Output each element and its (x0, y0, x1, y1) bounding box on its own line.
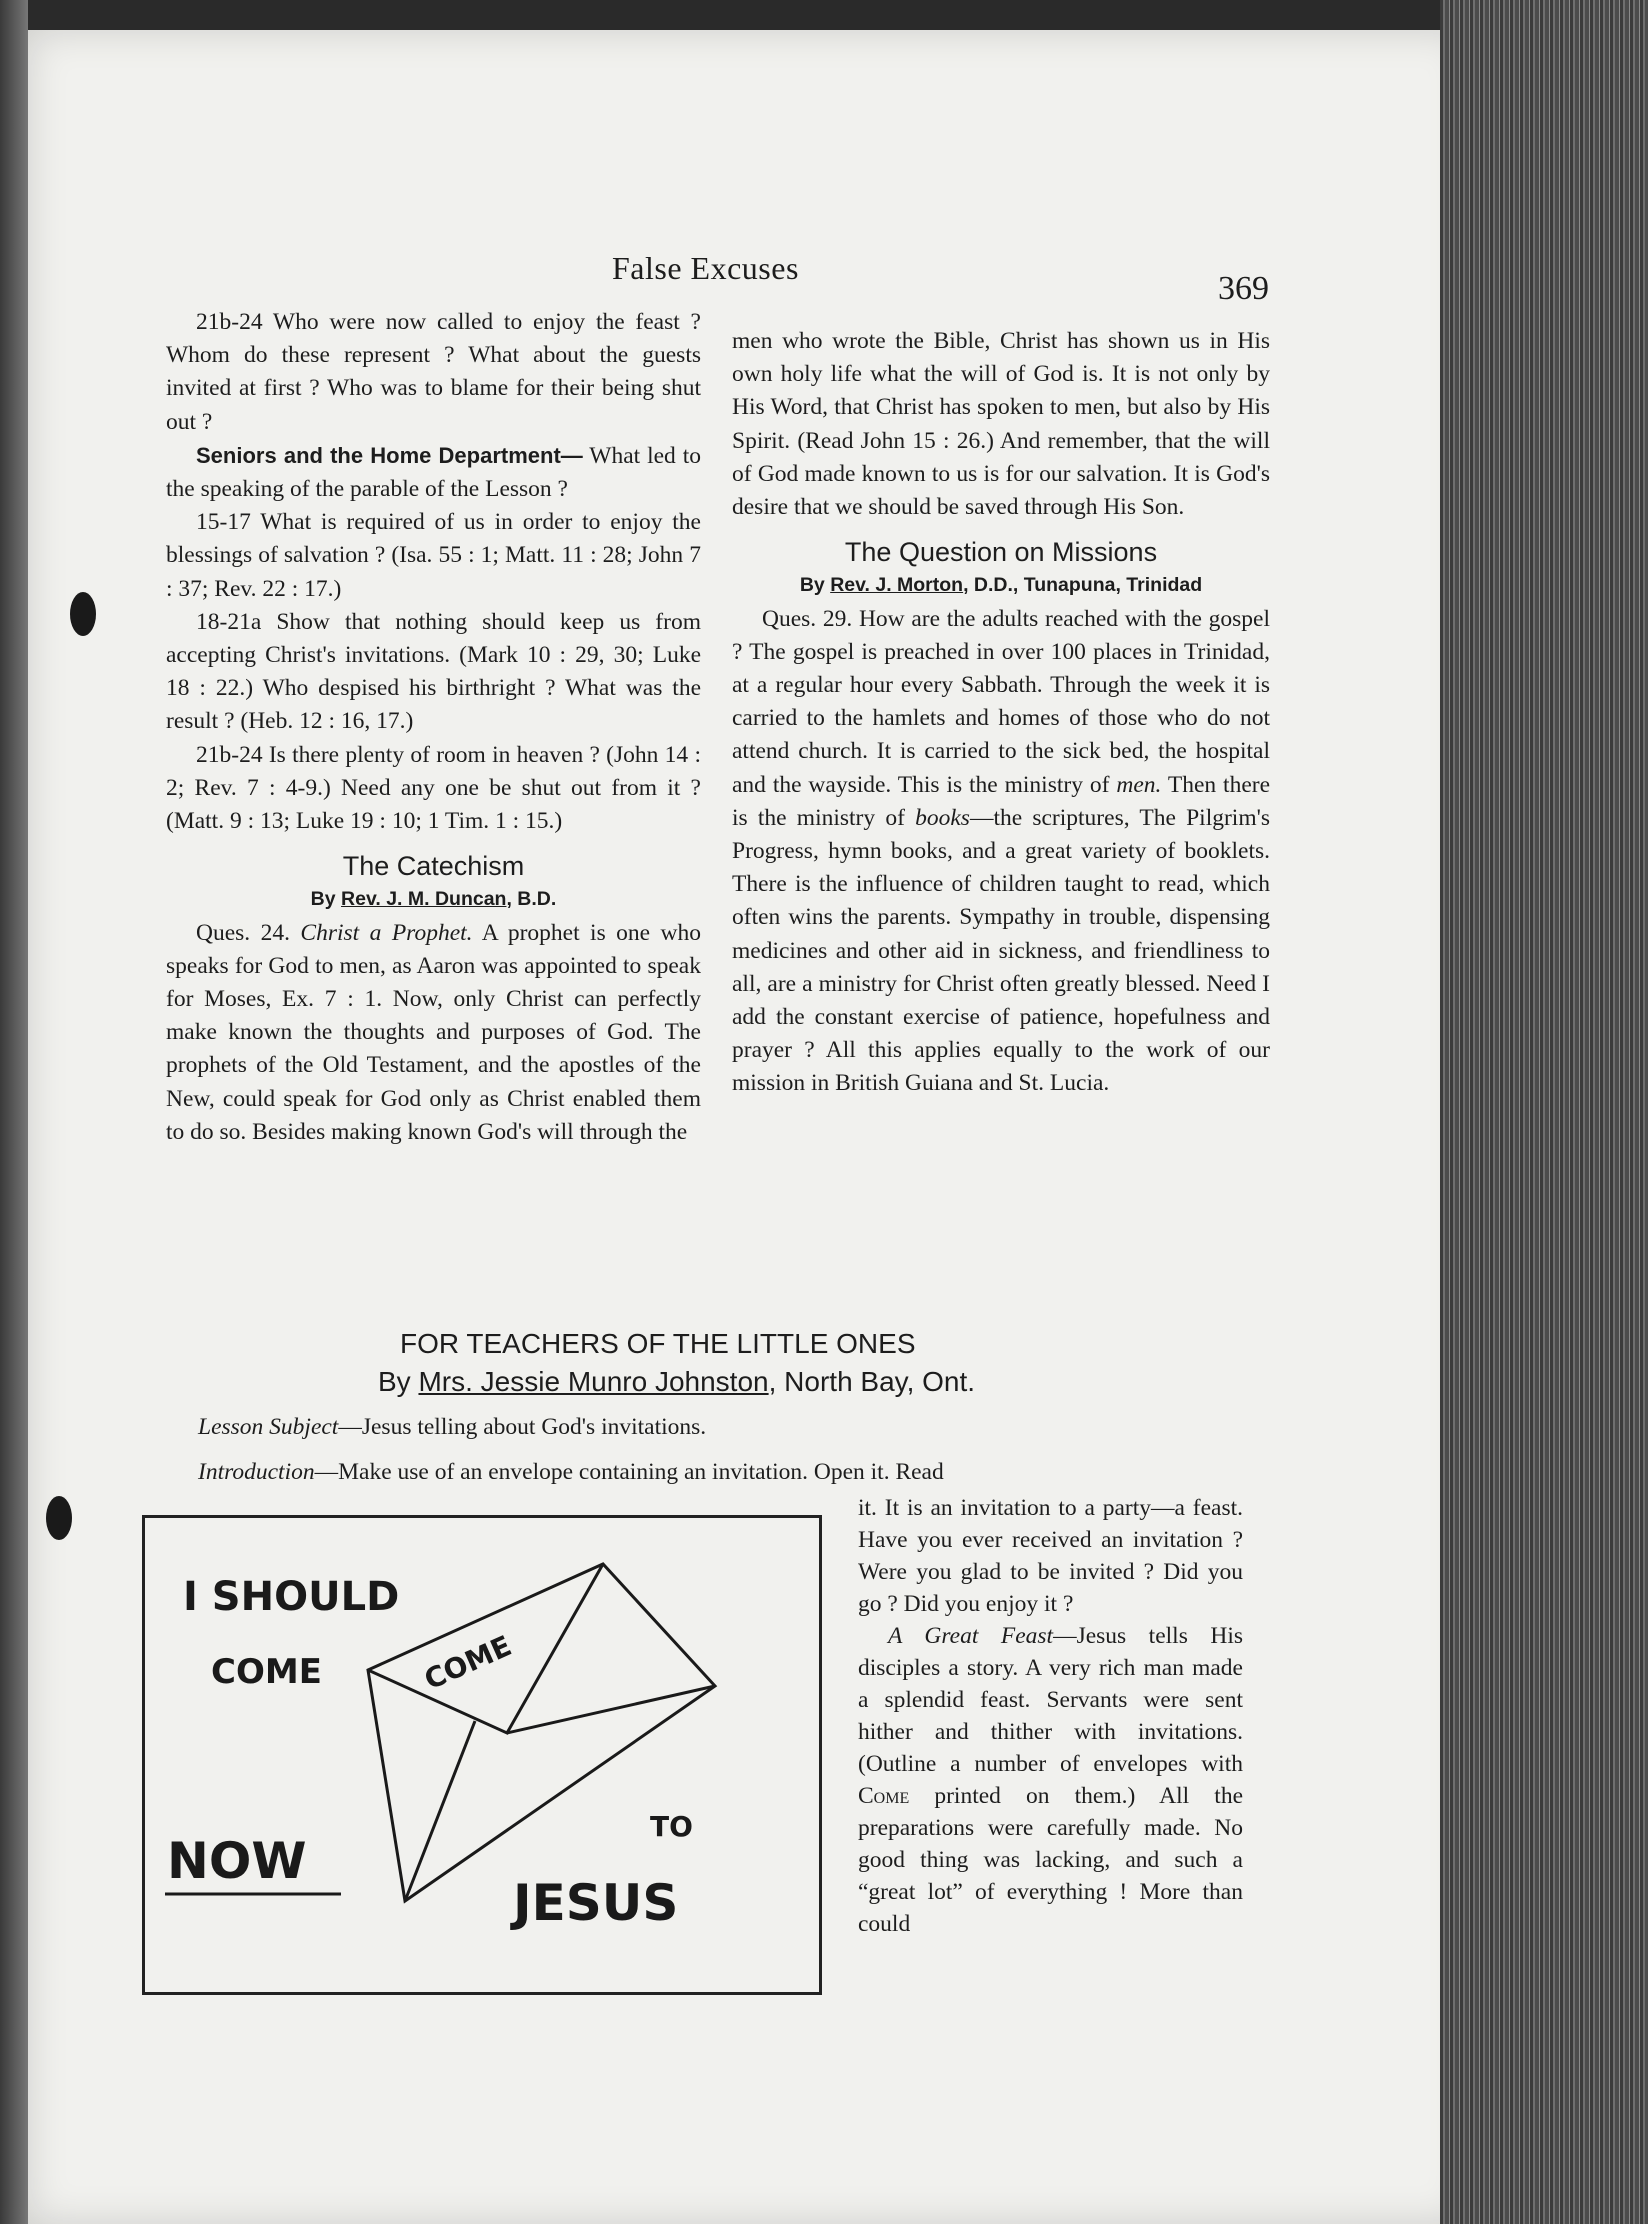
lesson-subject-label: Lesson Subject (198, 1414, 339, 1440)
catechism-paragraph (166, 917, 701, 1149)
teachers-wrapped-text (858, 1492, 1243, 1940)
envelope-come: COME (419, 1629, 517, 1697)
teachers-place: , North Bay, Ont. (768, 1366, 976, 1397)
introduction-label: Introduction (198, 1459, 315, 1485)
missions-by: By (799, 574, 825, 597)
right-paragraph-1: men who wrote the Bible, Christ has shown us in His own holy life what the will of God is. It is not only by His Word, that Christ has spoken to men, but also by His Spirit. (Read John 15 : 26.) And remember, that the will of God made known to us is for our salvation. It is God's desire that we should be saved through His Son. (732, 328, 1270, 521)
teachers-by: By (378, 1366, 411, 1397)
missions-text-a: Ques. 29. How are the adults reached with the gospel ? The gospel is preached in over 100 places in Trinidad, at a regular hour every Sabbath. Through the week it is carried to the hamlets and homes of those who do not attend church. It is carried to the sick bed, the hospital and the wayside. This is the ministry of (732, 605, 1270, 798)
binding-hole-top (70, 592, 96, 636)
envelope-fold-left (405, 1721, 475, 1901)
envelope-illustration (142, 1515, 822, 1995)
illus-to: TO (650, 1810, 693, 1843)
illus-i-should: I SHOULD (183, 1574, 400, 1620)
illus-jesus: JESUS (513, 1874, 679, 1932)
missions-paragraph (732, 603, 1270, 1101)
teachers-byline (378, 1366, 975, 1398)
left-paragraph-5: 21b-24 Is there plenty of room in heaven ? (John 14 : 2; Rev. 7 : 4-9.) Need any one be shut out from it ? (Matt. 9 : 13; Luke 19 : 10; 1 Tim. 1 : 15.) (166, 741, 701, 835)
great-feast-text-b: printed on them.) All the preparations were carefully made. No good thing was lacking, and such a “great lot” of everything ! More than could (858, 1783, 1244, 1937)
great-feast-label: A Great Feast (888, 1623, 1054, 1649)
lesson-subject-line (198, 1414, 706, 1441)
catechism-heading: The Catechism (342, 851, 525, 882)
left-paragraph-3: 15-17 What is required of us in order to enjoy the blessings of salvation ? (Isa. 55 : 1; Matt. 11 : 28; John 7 : 37; Rev. 22 : 17.) (166, 509, 701, 602)
missions-text-b: Then there is the ministry of (732, 771, 1271, 831)
page-number: 369 (1218, 270, 1269, 307)
scan-left-edge (0, 0, 28, 2224)
scan-top-edge (0, 0, 1648, 30)
left-paragraph-4: 18-21a Show that nothing should keep us from accepting Christ's invitations. (Mark 10 : 29, 30; Luke 18 : 22.) Who despised his birthright ? What was the result ? (Heb. 12 : 16, 17.) (166, 608, 701, 735)
right-column (732, 325, 1270, 1101)
great-feast-text-a: —Jesus tells His disciples a story. A very rich man made a splendid feast. Servants were sent hither and thither with invitations. (Outline a number of envelopes with (858, 1623, 1243, 1777)
catechism-question-title: Christ a Prophet. (300, 919, 473, 946)
envelope-fold-right (507, 1686, 715, 1733)
left-column (166, 306, 701, 1149)
illus-now: NOW (167, 1832, 307, 1890)
seniors-text: What led to the speaking of the parable of the Lesson ? (166, 442, 701, 503)
envelope-outline (368, 1564, 715, 1901)
lesson-subject-text: —Jesus telling about God's invitations. (338, 1414, 707, 1440)
catechism-author: Rev. J. M. Duncan (341, 888, 507, 911)
teachers-paragraph-1: it. It is an invitation to a party—a feast. Have you ever received an invitation ? Were you glad to be invited ? Did you go ? Did you enjoy it ? (858, 1495, 1243, 1617)
running-head: False Excuses (612, 250, 799, 286)
seniors-label: Seniors and the Home Department— (196, 442, 583, 468)
envelope-drawing (145, 1518, 819, 1992)
introduction-text: —Make use of an envelope containing an invitation. Open it. Read (314, 1459, 944, 1485)
catechism-by: By (310, 888, 336, 911)
missions-location: , D.D., Tunapuna, Trinidad (963, 574, 1203, 597)
teachers-heading: FOR TEACHERS OF THE LITTLE ONES (400, 1328, 916, 1359)
illus-come: COME (211, 1652, 322, 1692)
missions-men: men. (1116, 771, 1162, 798)
missions-byline (732, 569, 1270, 602)
left-paragraph-1: 21b-24 Who were now called to enjoy the feast ? Whom do these represent ? What about the guests invited at first ? Who was to blame for their being shut out ? (166, 309, 701, 435)
missions-author: Rev. J. Morton (830, 574, 964, 597)
catechism-text: A prophet is one who speaks for God to men, as Aaron was appointed to speak for Moses, Ex. 7 : 1. Now, only Christ can perfectly make known the thoughts and purposes of God. The prophets of the Old Testament, and the apostles of the New, could speak for God only as Christ enabled them to do so. Besides making known God's will through the (166, 919, 701, 1145)
come-word: Come (858, 1783, 910, 1809)
teachers-author: Mrs. Jessie Munro Johnston (418, 1366, 769, 1397)
catechism-degree: , B.D. (506, 888, 557, 911)
missions-books: books (915, 804, 970, 831)
catechism-byline (166, 883, 701, 916)
seniors-heading-paragraph (166, 439, 701, 506)
book-page-edges (1440, 0, 1648, 2224)
binding-hole-bottom (46, 1496, 72, 1540)
missions-text-c: —the scriptures, The Pilgrim's Progress, hymn books, and a great variety of booklets. There is the influence of children taught to read, which often wins the parents. Sympathy in trouble, dispensing medicines and other aid in sickness, and friendliness to all, are a ministry for Christ often greatly blessed. Need I add the constant exercise of patience, hopefulness and prayer ? All this applies equally to the work of our mission in British Guiana and St. Lucia. (732, 804, 1270, 1097)
introduction-line (198, 1459, 1243, 1486)
missions-heading: The Question on Missions (844, 537, 1158, 568)
catechism-question-number: Ques. 24. (196, 919, 290, 946)
teachers-paragraph-2 (858, 1620, 1243, 1940)
